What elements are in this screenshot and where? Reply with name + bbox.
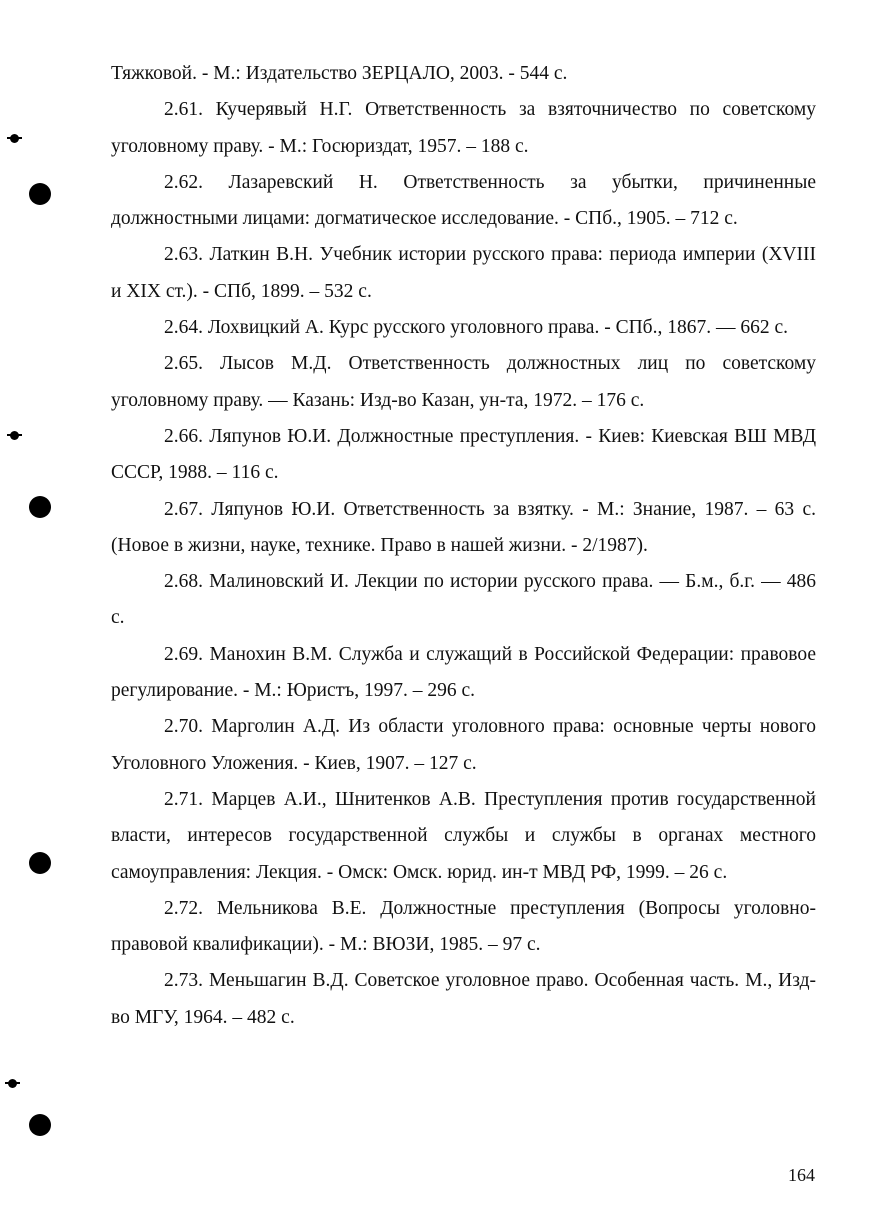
bibliography-entry: 2.73. Меньшагин В.Д. Советское уголовное право. Особенная часть. М., Изд-во МГУ, 1964. – 482 с. xyxy=(111,970,816,1028)
bibliography-entry: 2.71. Марцев А.И., Шнитенков А.В. Преступления против государственной власти, интересов государственной службы и службы в органах местного самоуправления: Лекция. - Омск: Омск. юрид. ин-т МВД РФ, 1999. – 26 с. xyxy=(111,788,816,883)
bibliography-entry: 2.65. Лысов М.Д. Ответственность должностных лиц по советскому уголовному праву. — Казань: Изд-во Казан, ун-та, 1972. – 176 с. xyxy=(111,353,816,411)
binder-hole-mark xyxy=(10,431,19,440)
binder-hole xyxy=(29,496,51,518)
page-number: 164 xyxy=(788,1165,815,1185)
bibliography-entry: 2.68. Малиновский И. Лекции по истории русского права. — Б.м., б.г. — 486 с. xyxy=(111,571,816,629)
bibliography-entry: 2.64. Лохвицкий А. Курс русского уголовного права. - СПб., 1867. — 662 с. xyxy=(164,317,788,339)
bibliography-entry: 2.67. Ляпунов Ю.И. Ответственность за взятку. - М.: Знание, 1987. – 63 с. (Новое в жизни, науке, технике. Право в нашей жизни. - 2/1987). xyxy=(111,498,816,556)
bibliography-entry: 2.62. Лазаревский Н. Ответственность за убытки, причиненные должностными лицами: догматическое исследование. - СПб., 1905. – 712 с. xyxy=(111,171,816,230)
binder-hole-mark xyxy=(10,134,19,143)
binder-hole xyxy=(29,183,51,205)
bibliography-text xyxy=(111,56,816,1036)
bibliography-entry: 2.69. Манохин В.М. Служба и служащий в Российской Федерации: правовое регулирование. - М.: Юристъ, 1997. – 296 с. xyxy=(111,643,816,702)
bibliography-entry: 2.66. Ляпунов Ю.И. Должностные преступления. - Киев: Киевская ВШ МВД СССР, 1988. – 116 с. xyxy=(111,425,816,484)
binder-hole-mark xyxy=(8,1079,17,1088)
binder-hole xyxy=(29,1114,51,1136)
bibliography-entry: 2.61. Кучерявый Н.Г. Ответственность за взяточничество по советскому уголовному праву. - М.: Госюриздат, 1957. – 188 с. xyxy=(111,99,816,157)
bibliography-entry: 2.72. Мельникова В.Е. Должностные преступления (Вопросы уголовно-правовой квалификации). - М.: ВЮЗИ, 1985. – 97 с. xyxy=(111,897,816,956)
bibliography-entry: 2.70. Марголин А.Д. Из области уголовного права: основные черты нового Уголовного Уложения. - Киев, 1907. – 127 с. xyxy=(111,716,816,774)
binder-hole xyxy=(29,852,51,874)
bibliography-entry: 2.63. Латкин В.Н. Учебник истории русского права: периода империи (XVIII и XIX ст.). - СПб, 1899. – 532 с. xyxy=(111,244,816,302)
continuation-line: Тяжковой. - М.: Издательство ЗЕРЦАЛО, 2003. - 544 с. xyxy=(111,63,568,84)
